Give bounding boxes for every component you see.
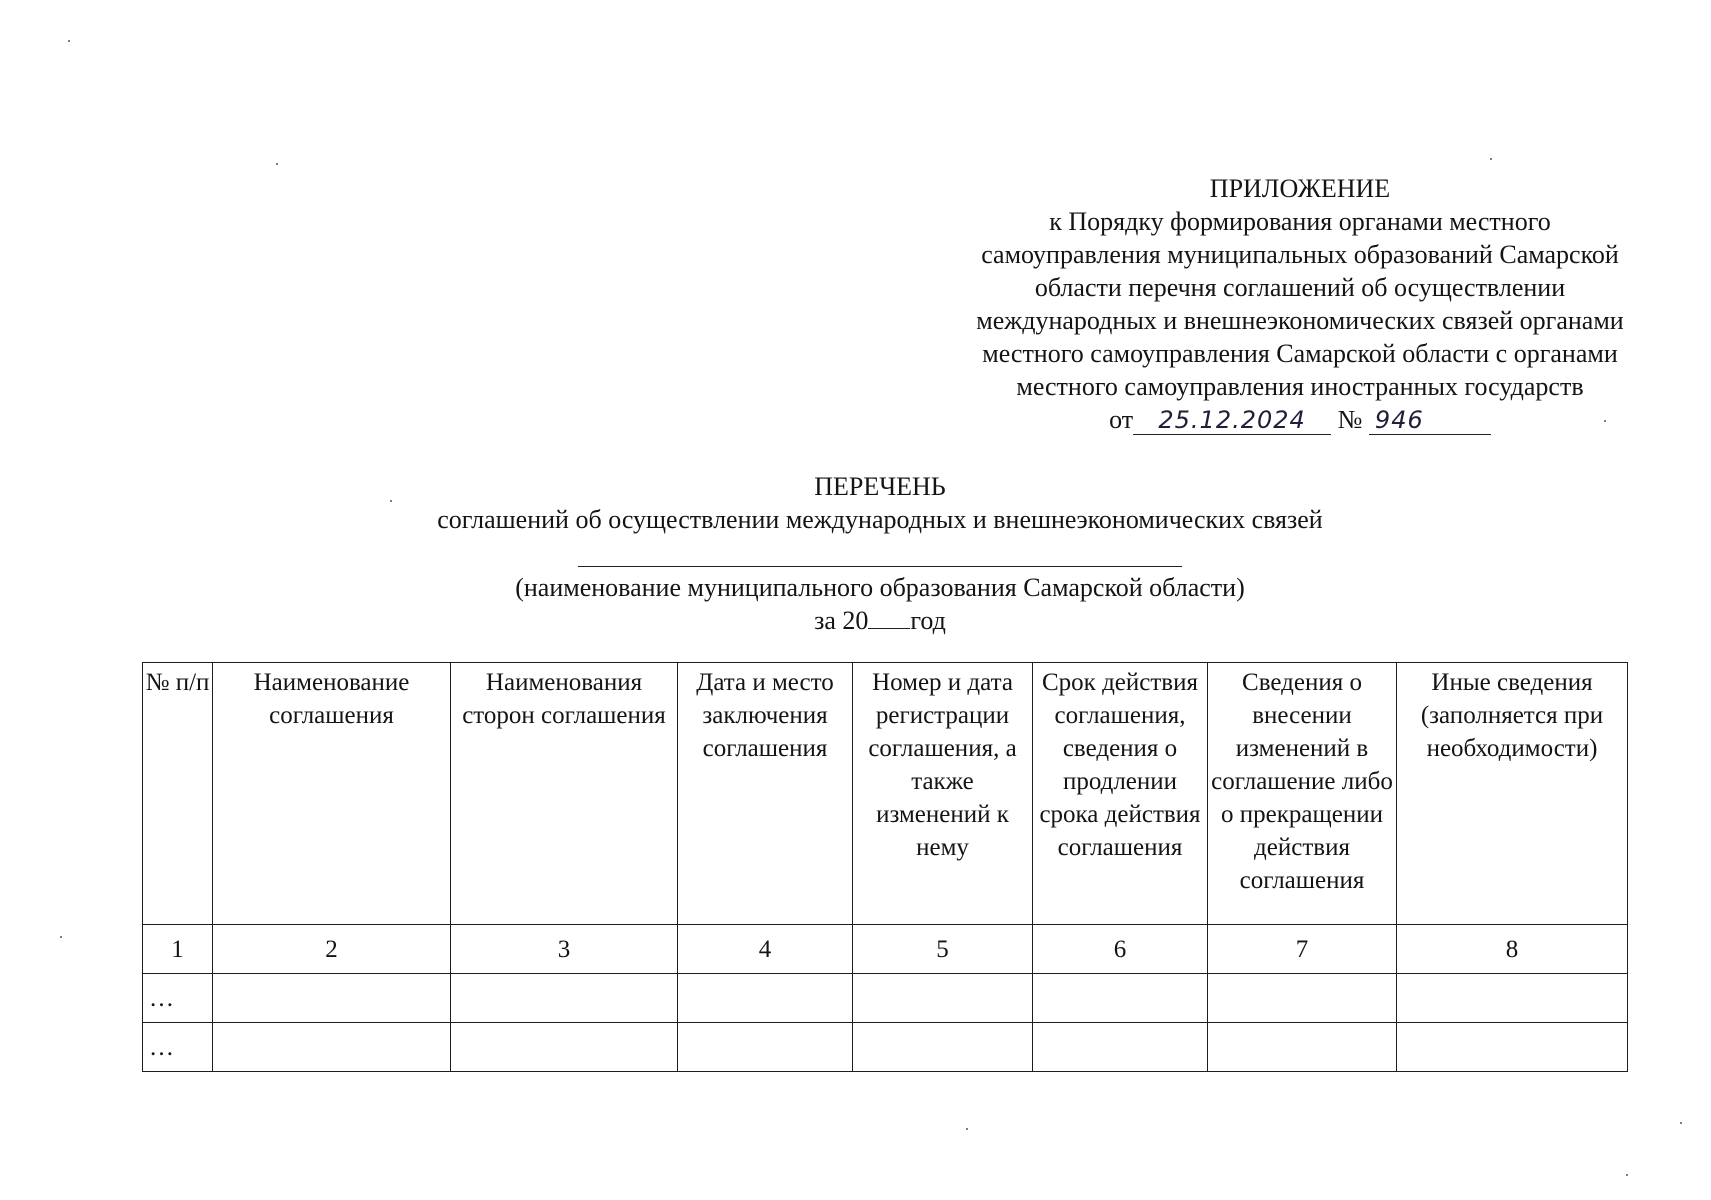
year-blank: [868, 606, 910, 629]
table-cell: [451, 1023, 678, 1072]
header-cell: № п/п: [143, 663, 213, 925]
column-number-cell: 5: [853, 925, 1033, 974]
appendix-block: [930, 172, 1670, 436]
table-row: [143, 974, 1628, 1023]
year-line: [300, 604, 1460, 637]
table-cell: [213, 974, 451, 1023]
scan-speck: [276, 163, 278, 165]
header-cell: Иные сведения (заполняется при необходимости): [1397, 663, 1628, 925]
municipality-blank-line: [578, 546, 1182, 567]
appendix-date-number-line: [930, 403, 1670, 436]
table-cell: …: [143, 974, 213, 1023]
appendix-line-2: самоуправления муниципальных образований Самарской: [981, 240, 1619, 269]
header-cell: Дата и место заключения соглашения: [678, 663, 853, 925]
scan-speck: [1490, 158, 1492, 160]
document-subtitle: соглашений об осуществлении международных и внешнеэкономических связей: [437, 505, 1323, 534]
year-prefix: за 20: [814, 606, 869, 635]
column-number-row: [143, 925, 1628, 974]
column-number-cell: 4: [678, 925, 853, 974]
column-number-cell: 3: [451, 925, 678, 974]
table-cell: …: [143, 1023, 213, 1072]
column-number-cell: 7: [1208, 925, 1397, 974]
date-prefix: от: [1109, 405, 1134, 434]
table-cell: [213, 1023, 451, 1072]
table-cell: [853, 1023, 1033, 1072]
table-cell: [1033, 1023, 1208, 1072]
column-number-cell: 2: [213, 925, 451, 974]
handwritten-date: 25.12.2024: [1133, 406, 1331, 435]
table-row: [143, 1023, 1628, 1072]
table-header-row: [143, 663, 1628, 925]
agreements-table: [142, 662, 1628, 1072]
scan-speck: [1626, 1174, 1628, 1176]
column-number-cell: 1: [143, 925, 213, 974]
table-cell: [451, 974, 678, 1023]
handwritten-number: 946: [1369, 406, 1491, 435]
number-sign: №: [1337, 405, 1363, 434]
column-number-cell: 8: [1397, 925, 1628, 974]
table-cell: [1397, 1023, 1628, 1072]
table-cell: [1208, 974, 1397, 1023]
year-suffix: год: [910, 606, 946, 635]
header-cell: Срок действия соглашения, сведения о продлении срока действия соглашения: [1033, 663, 1208, 925]
appendix-line-4: международных и внешнеэкономических связей органами: [976, 306, 1624, 335]
scan-speck: [966, 1128, 968, 1130]
appendix-line-3: области перечня соглашений об осуществлении: [1034, 273, 1566, 302]
header-cell: Сведения о внесении изменений в соглашение либо о прекращении действия соглашения: [1208, 663, 1397, 925]
header-cell: Наименование соглашения: [213, 663, 451, 925]
municipality-hint: (наименование муниципального образования Самарской области): [515, 573, 1245, 602]
scan-speck: [60, 936, 62, 938]
table-cell: [678, 1023, 853, 1072]
scan-speck: [390, 500, 392, 502]
appendix-line-1: к Порядку формирования органами местного: [1049, 207, 1551, 236]
scan-speck: [1604, 420, 1606, 422]
header-cell: Наименования сторон соглашения: [451, 663, 678, 925]
scan-speck: [1680, 1122, 1682, 1124]
header-cell: Номер и дата регистрации соглашения, а также изменений к нему: [853, 663, 1033, 925]
appendix-line-6: местного самоуправления иностранных государств: [1016, 372, 1584, 401]
appendix-line-5: местного самоуправления Самарской области с органами: [982, 339, 1618, 368]
appendix-heading: ПРИЛОЖЕНИЕ: [1209, 174, 1391, 203]
column-number-cell: 6: [1033, 925, 1208, 974]
document-title: ПЕРЕЧЕНЬ: [814, 472, 946, 501]
scan-speck: [68, 40, 70, 42]
table-cell: [1208, 1023, 1397, 1072]
table-cell: [678, 974, 853, 1023]
table-cell: [853, 974, 1033, 1023]
table-cell: [1033, 974, 1208, 1023]
table-cell: [1397, 974, 1628, 1023]
document-title-block: [300, 470, 1460, 637]
